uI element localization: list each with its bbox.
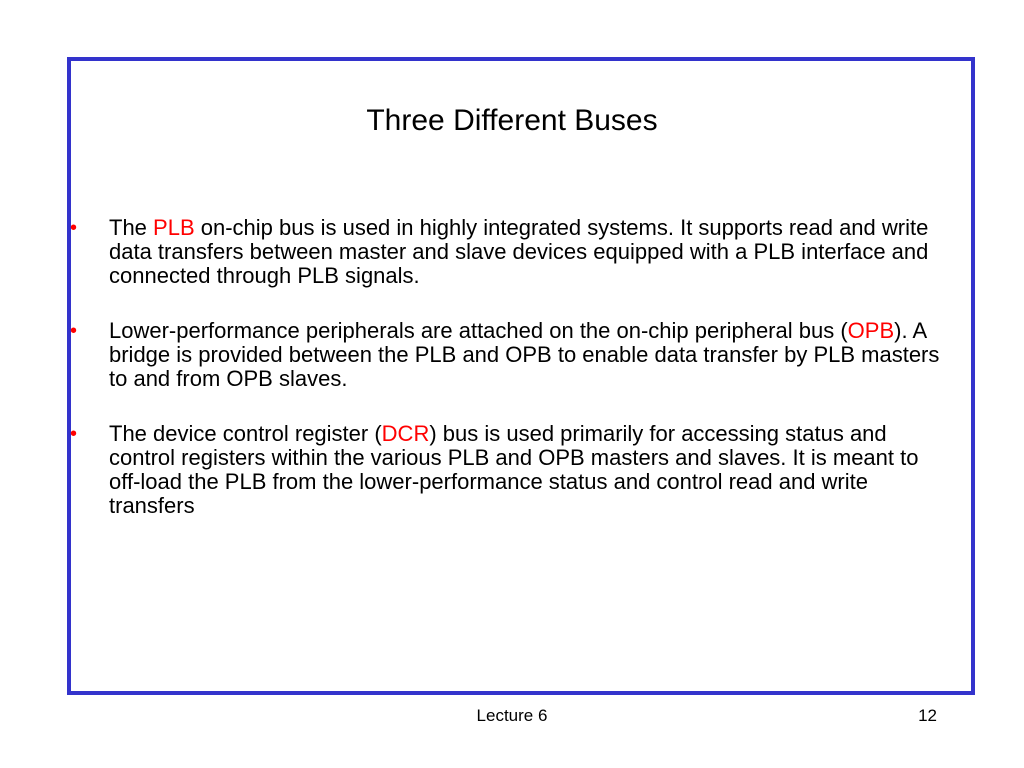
- bullet-text-after: ) bus is used primarily for accessing status and control registers within the various PLB and OPB masters and slaves. It is meant to off-load the PLB from the lower-performance status and control read and write transfers: [109, 421, 919, 518]
- bullet-item-plb: [70, 216, 950, 288]
- bullet-text-after: on-chip bus is used in highly integrated systems. It supports read and write data transfers between master and slave devices equipped with a PLB interface and connected through PLB signals.: [109, 215, 929, 288]
- highlight-term-opb: OPB: [847, 318, 895, 343]
- bullet-item-dcr: [70, 422, 950, 518]
- highlight-term-dcr: DCR: [381, 421, 430, 446]
- highlight-term-plb: PLB: [153, 215, 195, 240]
- bullet-text-after: ). A bridge is provided between the PLB and OPB to enable data transfer by PLB masters to and from OPB slaves.: [109, 318, 940, 391]
- bullet-text-before: The: [109, 215, 154, 240]
- footer-page-number: 12: [918, 706, 937, 725]
- slide-title: Three Different Buses: [366, 104, 658, 137]
- bullet-dot-icon: [70, 216, 109, 240]
- bullet-text-before: Lower-performance peripherals are attached on the on-chip peripheral bus (: [109, 318, 848, 343]
- bullet-dot-icon: [70, 422, 109, 446]
- bullet-item-opb: [70, 319, 950, 391]
- bullet-list: [70, 216, 950, 549]
- footer-lecture: Lecture 6: [476, 706, 548, 725]
- bullet-text-before: The device control register (: [109, 421, 382, 446]
- bullet-dot-icon: [70, 319, 109, 343]
